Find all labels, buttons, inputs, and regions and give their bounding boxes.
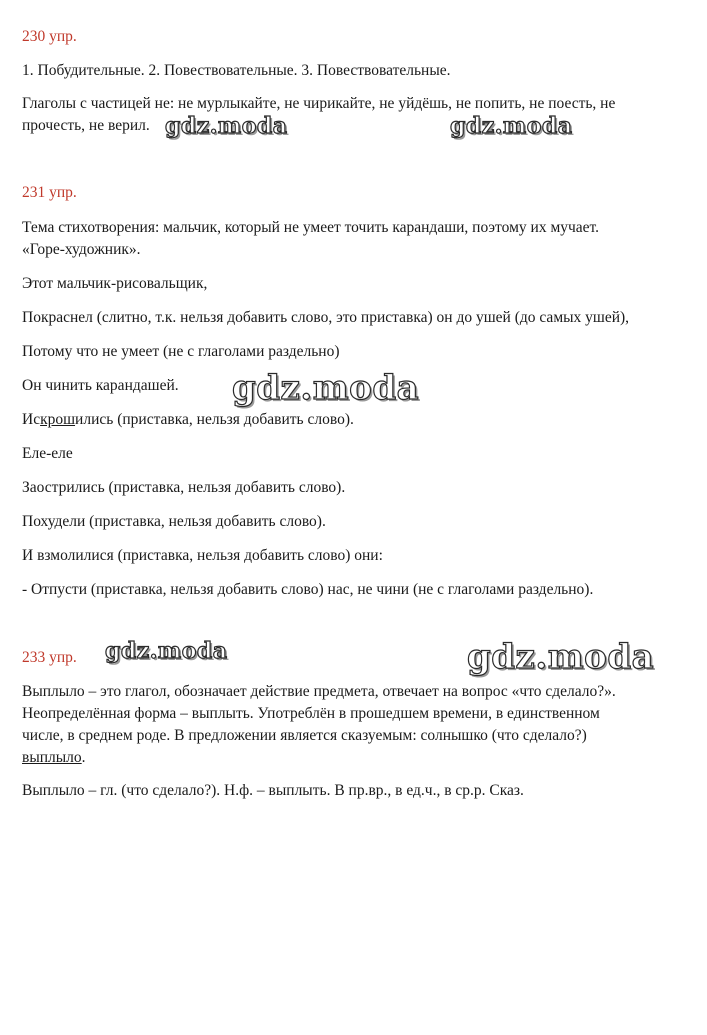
poem-line-5 [22, 409, 354, 431]
ex233-line-4-end: . [81, 749, 86, 766]
watermark-logo: gdz.moda [232, 368, 420, 408]
poem-line-5-prefix: Ис [22, 411, 41, 428]
ex230-heading: 230 упр. [22, 28, 77, 45]
ex230-line-1: 1. Побудительные. 2. Повествовательные. 3. Повествовательные. [22, 62, 451, 79]
ex233-underlined-word: выплыло [22, 749, 82, 766]
poem-line-2: Покраснел (слитно, т.к. нельзя добавить слово, это приставка) он до ушей (до самых ушей), [22, 309, 630, 326]
poem-line-6: Еле-еле [22, 445, 73, 462]
ex233-line-3: числе, в среднем роде. В предложении является сказуемым: солнышко (что сделало?) [22, 727, 587, 744]
ex231-heading: 231 упр. [22, 184, 77, 201]
poem-line-4: Он чинить карандашей. [22, 377, 179, 394]
poem-line-1: Этот мальчик-рисовальщик, [22, 275, 208, 292]
watermark-logo: gdz.moda [105, 638, 228, 664]
watermark-logo: gdz.moda [467, 637, 655, 677]
ex230-line-2: Глаголы с частицей не: не мурлыкайте, не чирикайте, не уйдёшь, не попить, не поесть, не [22, 95, 616, 112]
poem-line-5-root: крош [40, 411, 76, 428]
ex233-line-1: Выплыло – это глагол, обозначает действие предмета, отвечает на вопрос «что сделало?». [22, 683, 616, 700]
ex233-line-4 [22, 747, 86, 769]
ex233-line-2: Неопределённая форма – выплыть. Употреблён в прошедшем времени, в единственном [22, 705, 600, 722]
ex233-summary-line: Выплыло – гл. (что сделало?). Н.ф. – выплыть. В пр.вр., в ед.ч., в ср.р. Сказ. [22, 782, 524, 799]
poem-line-8: Похудели (приставка, нельзя добавить слово). [22, 513, 326, 530]
poem-line-10: - Отпусти (приставка, нельзя добавить слово) нас, не чини (не с глаголами раздельно). [22, 581, 594, 598]
ex231-theme-line-2: «Горе-художник». [22, 241, 141, 258]
ex231-theme-line-1: Тема стихотворения: мальчик, который не умеет точить карандаши, поэтому их мучает. [22, 219, 600, 236]
ex230-line-3: прочесть, не верил. [22, 117, 150, 134]
poem-line-7: Заострились (приставка, нельзя добавить слово). [22, 479, 346, 496]
ex233-heading: 233 упр. [22, 649, 77, 666]
watermark-logo: gdz.moda [165, 113, 288, 139]
watermark-logo: gdz.moda [450, 113, 573, 139]
poem-line-5-rest: ились (приставка, нельзя добавить слово). [75, 411, 354, 428]
poem-line-3: Потому что не умеет (не с глаголами раздельно) [22, 343, 340, 360]
poem-line-9: И взмолилися (приставка, нельзя добавить слово) они: [22, 547, 383, 564]
